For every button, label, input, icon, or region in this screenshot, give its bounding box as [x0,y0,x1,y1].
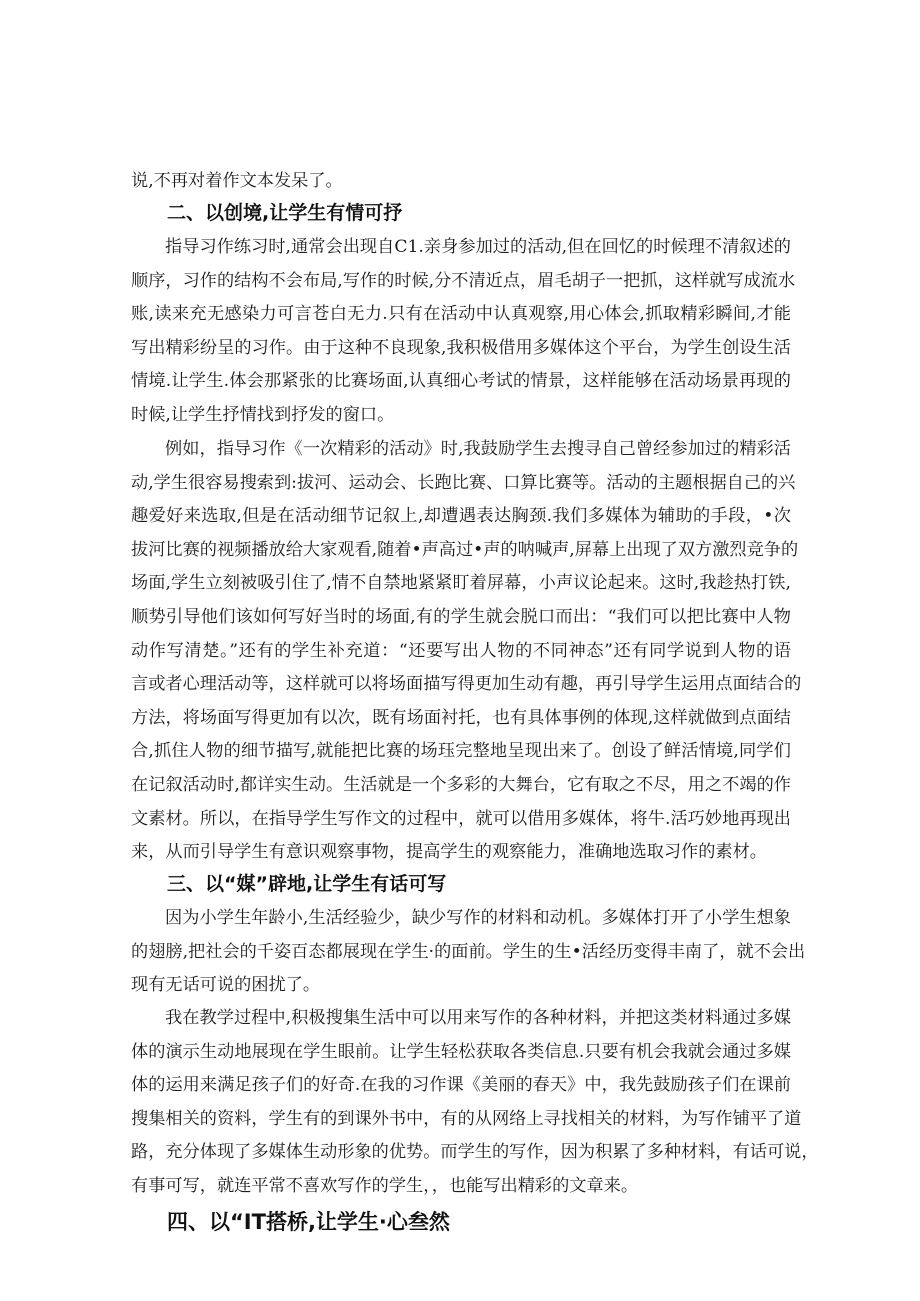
paragraph-line: 因为小学生年龄小,生活经验少，缺少写作的材料和动机。多媒体打开了小学生想象 [165,908,791,928]
section3-paragraph-1 [131,902,806,1003]
section-heading-3: 三、以“媒”辟地,让学生有话可写 [167,873,447,895]
opening-line [131,165,791,199]
paragraph-line: 文素材。所以，在指导学生写作文的过程中，就可以借用多媒体，将牛.活巧妙地再现出 [131,808,791,829]
paragraph-line: 时候,让学生抒情找到抒发的窗口。 [131,404,395,425]
section2-paragraph-1 [131,231,796,433]
paragraph-line: 在记叙活动时,都详实生动。生活就是一个多彩的大舞台，它有取之不尽，用之不竭的作 [131,774,791,795]
paragraph-line: 顺势引导他们该如何写好当时的场面,有的学生就会脱口而出：“我们可以把比赛中人物 [131,606,791,627]
paragraph-line: 场面,学生立刻被吸引住了,情不自禁地紧紧盯着屏幕，小声议论起来。这时,我趁热打铁, [131,573,791,594]
section-heading-4: 四、以“IT搭桥,让学生·心叁然 [167,1210,450,1234]
paragraph-line: 体的运用来满足孩子们的好奇.在我的习作课《美丽的春天》中，我先鼓励孩子们在课前 [131,1075,791,1096]
paragraph-line: 拔河比赛的视频播放给大家观看,随着•声高过•声的呐喊声,屏幕上出现了双方激烈竞争的 [131,539,799,560]
paragraph-line: 现有无话可说的困扰了。 [131,975,321,996]
paragraph-line: 有事可写，就连平常不喜欢写作的学生，，也能写出精彩的文章来。 [131,1175,639,1196]
paragraph-line: 写出精彩纷呈的习作。由于这种不良现象,我积极借用多媒体这个平台，为学生创设生活 [131,337,791,358]
paragraph-line: 体的演示生动地展现在学生眼前。让学生轻松获取各类信息.只要有机会我就会通过多媒 [131,1041,791,1062]
paragraph-line: 动,学生很容易搜索到:拔河、运动会、长跑比赛、口算比赛等。活动的主题根据自己的兴 [131,472,796,493]
paragraph-line: 指导习作练习时,通常会出现自C1.亲身参加过的活动,但在回忆的时候理不清叙述的 [165,237,791,257]
paragraph-line: 合,抓住人物的细节描写,就能把比赛的场珏完整地呈现出来了。创设了鲜活情境,同学们 [131,741,791,762]
paragraph-line: 趣爱好来选取,但是在活动细节记叙上,却遭遇表达胸颈.我们多媒体为辅助的手段，•次 [131,506,791,527]
section2-paragraph-2 [131,433,802,870]
paragraph-line: 账,读来充无感染力可言苍白无力.只有在活动中认真观察,用心体会,抓取精彩瞬间,才能 [131,304,791,325]
paragraph-line: 情境.让学生.体会那紧张的比赛场面,认真细心考试的情景，这样能够在活动场景再现的 [131,371,791,392]
paragraph-line: 我在教学过程中,积极搜集生活中可以用来写作的各种材料，并把这类材料通过多媒 [165,1008,791,1028]
paragraph-line: 说,不再对着作文本发呆了。 [131,171,343,191]
paragraph-line: 动作写清楚。”还有的学生补充道：“还要写出人物的不同神态”还有同学说到人物的语 [131,640,791,661]
paragraph-line: 顺序，习作的结构不会布局,写作的时候,分不清近点，眉毛胡子一把抓，这样就写成流水 [131,270,796,291]
paragraph-line: 路，充分体现了多媒体生动形象的优势。而学生的写作，因为积累了多种材料，有话可说， [131,1142,819,1163]
paragraph-line: 来，从而引导学生有意识观察事物，提高学生的观察能力，准确地选取习作的素材。 [131,842,767,863]
paragraph-line: 例如，指导习作《一次精彩的活动》时,我鼓励学生去搜寻自己曾经参加过的精彩活 [165,439,791,459]
paragraph-line: 言或者心理活动等，这样就可以将场面描写得更加生动有趣，再引导学生运用点面结合的 [131,674,802,695]
section-heading-2: 二、以创境,让学生有情可抒 [167,202,403,224]
section3-paragraph-2 [131,1002,819,1204]
paragraph-line: 的翅膀,把社会的千姿百态都展现在学生·的面前。学生的生•活经历变得丰南了，就不会出 [131,941,806,962]
paragraph-line: 方法，将场面写得更加有以次，既有场面衬托，也有具体事例的体现,这样就做到点面结 [131,707,791,728]
paragraph-line: 搜集相关的资料，学生有的到课外书中，有的从网络上寻找相关的材料，为写作铺平了道 [131,1108,802,1129]
